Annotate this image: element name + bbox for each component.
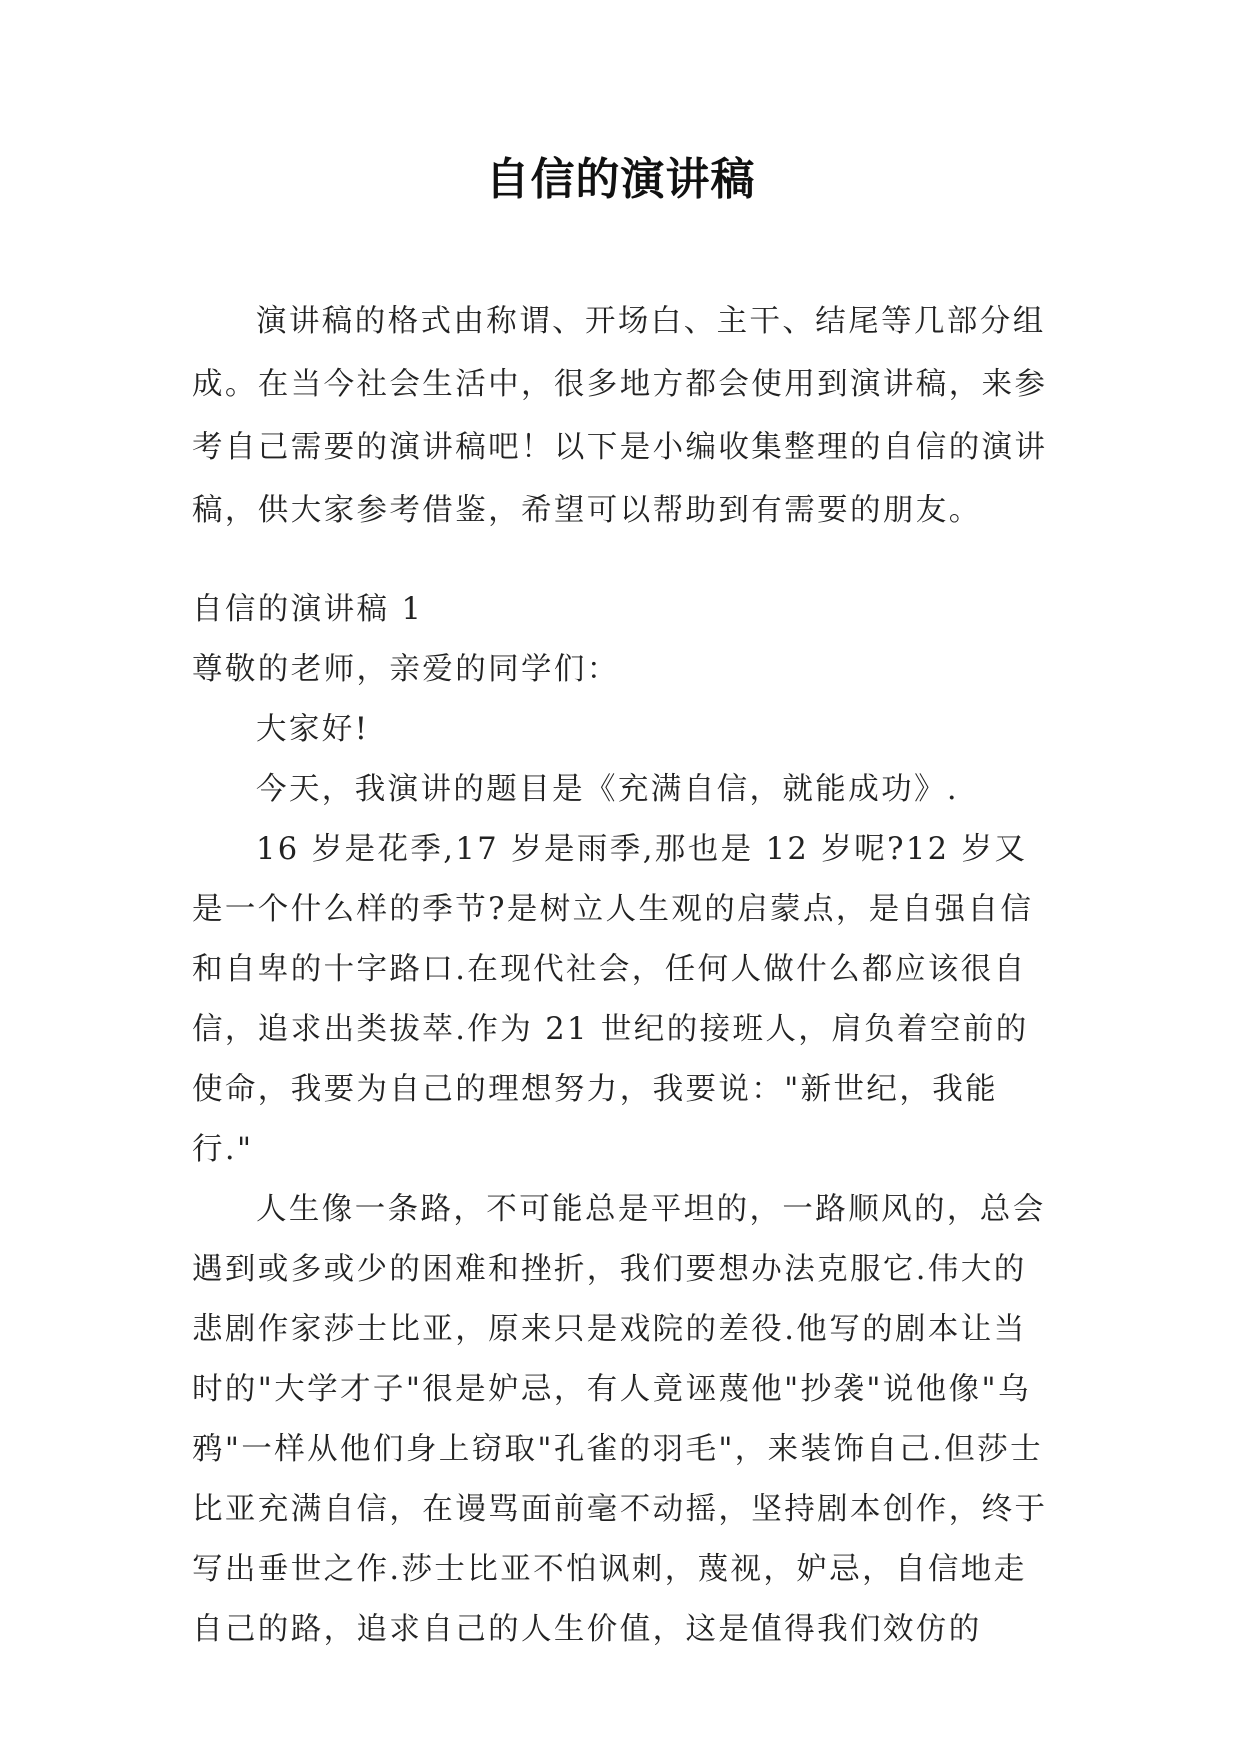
section-heading: 自信的演讲稿 1 — [192, 592, 424, 627]
salutation: 尊敬的老师，亲爱的同学们： — [192, 652, 620, 687]
speech-paragraph: 人生像一条路，不可能总是平坦的，一路顺风的，总会遇到或多或少的困难和挫折，我们要想办法克服它.伟大的悲剧作家莎士比亚，原来只是戏院的差役.他写的剧本让当时的"大学才子"很是妒忌，有人竟诬蔑他"抄袭"说他像"乌鸦"一样从他们身上窃取"孔雀的羽毛"，来装饰自己.但莎士比亚充满自信，在谩骂面前毫不动摇，坚持剧本创作，终于写出垂世之作.莎士比亚不怕讽刺，蔑视，妒忌，自信地走自己的路，追求自己的人生价值，这是值得我们效仿的 — [192, 1192, 1048, 1647]
document-title: 自信的演讲稿 — [485, 154, 756, 205]
intro-paragraph: 演讲稿的格式由称谓、开场白、主干、结尾等几部分组成。在当今社会生活中，很多地方都会使用到演讲稿，来参考自己需要的演讲稿吧！以下是小编收集整理的自信的演讲稿，供大家参考借鉴，希望可以帮助到有需要的朋友。 — [192, 304, 1048, 528]
speech-section — [192, 580, 1054, 1660]
speech-paragraph: 今天，我演讲的题目是《充满自信，就能成功》. — [256, 772, 959, 807]
speech-paragraph: 16 岁是花季,17 岁是雨季,那也是 12 岁呢?12 岁又是一个什么样的季节?是树立人生观的启蒙点，是自强自信和自卑的十字路口.在现代社会，任何人做什么都应该很自信，追求出类拔萃.作为 21 世纪的接班人，肩负着空前的使命，我要为自己的理想努力，我要说："新世纪，我能行." — [192, 832, 1034, 1167]
greeting: 大家好! — [256, 712, 370, 747]
